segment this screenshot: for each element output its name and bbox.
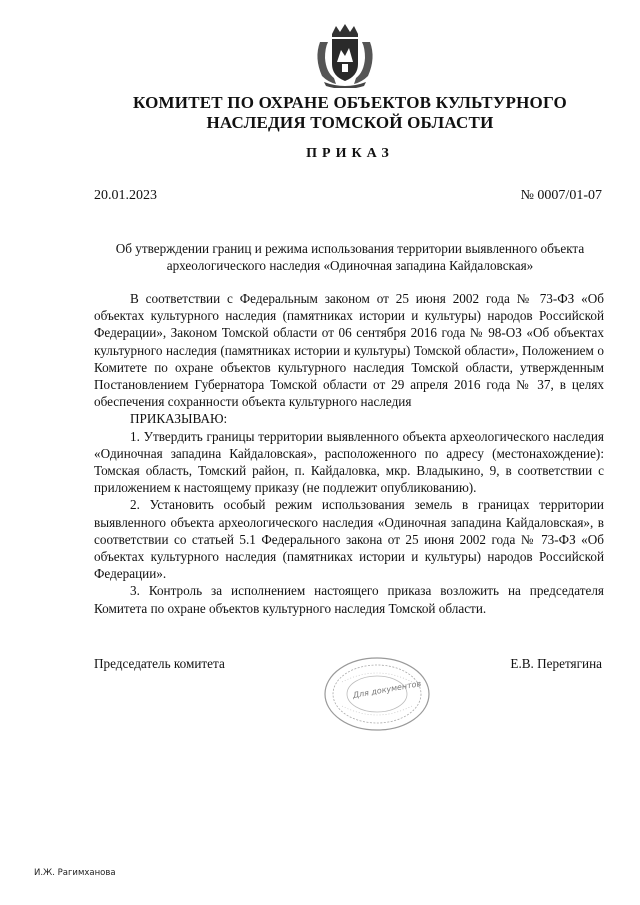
order-item-1: 1. Утвердить границы территории выявленного объекта археологического наследия «Одиночная западина Кайдаловская», расположенного по адресу (местонахождение): Томская область, Томский район, п. Кайдаловка, мкр. Владыкино, 9, в соответствии с приложением к настоящему приказу (не подлежит опубликованию). (94, 428, 604, 496)
preamble-paragraph: В соответствии с Федеральным законом от 25 июня 2002 года № 73-ФЗ «Об объектах культурного наследия (памятниках истории и культуры) народов Российской Федерации», Законом Томской области от 06 сентября 2016 года № 98-ОЗ «Об объектах культурного наследия (памятниках истории и культуры) Томской области», Положением о Комитете по охране объектов культурного наследия Томской области, утвержденным Постановлением Губернатора Томской области от 29 апреля 2016 года № 37, в целях обеспечения сохранности объекта культурного наследия (94, 291, 604, 410)
signatory-name: Е.В. Перетягина (510, 656, 602, 671)
subject-line-1: Об утверждении границ и режима использования территории выявленного объекта (115, 241, 585, 256)
document-number: № 0007/01-07 (520, 188, 602, 203)
organization-line-1: КОМИТЕТ ПО ОХРАНЕ ОБЪЕКТОВ КУЛЬТУРНОГО (133, 93, 567, 112)
organization-name (60, 93, 640, 133)
order-item-3: 3. Контроль за исполнением настоящего приказа возложить на председателя Комитета по охране объектов культурного наследия Томской области. (94, 583, 604, 616)
stamp-label: Для документов (352, 679, 422, 700)
signatory-role: Председатель комитета (94, 656, 225, 671)
subject-line-2: археологического наследия «Одиночная западина Кайдаловская» (166, 258, 534, 273)
document-type: ПРИКАЗ (306, 146, 394, 161)
document-date: 20.01.2023 (94, 188, 157, 203)
order-word: ПРИКАЗЫВАЮ: (130, 411, 228, 427)
document-subject (80, 240, 620, 274)
document-body (94, 290, 604, 617)
coat-of-arms-icon (310, 24, 380, 88)
organization-line-2: НАСЛЕДИЯ ТОМСКОЙ ОБЛАСТИ (206, 113, 494, 132)
document-author: И.Ж. Рагимханова (34, 868, 116, 878)
order-item-2: 2. Установить особый режим использования земель в границах территории выявленного объекта археологического наследия «Одиночная западина Кайдаловская», в соответствии со статьей 5.1 Федерального закона от 25 июня 2002 года № 73-ФЗ «Об объектах культурного наследия (памятниках истории и культуры) народов Российской Федерации». (94, 497, 604, 582)
